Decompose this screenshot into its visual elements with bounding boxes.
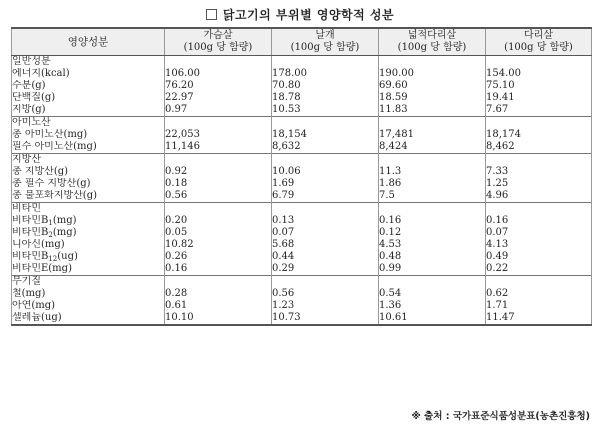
category-row	[12, 117, 592, 130]
nutrient-label-text: 비타민B	[12, 251, 49, 262]
nutrient-label	[12, 104, 165, 117]
nutrient-label-text: 총 아미노산(mg)	[12, 129, 88, 140]
value-cell: 7.67	[486, 104, 592, 117]
nutrient-label	[12, 215, 165, 227]
nutrient-label	[12, 227, 165, 239]
value-cell: 75.10	[486, 80, 592, 92]
value-cell: 10.10	[165, 312, 272, 325]
nutrient-label	[12, 178, 165, 190]
category-label: 일반성분	[12, 56, 165, 69]
nutrient-label-text: 철(mg)	[12, 288, 46, 299]
value-cell: 0.07	[486, 227, 592, 239]
value-cell: 0.99	[379, 263, 486, 276]
nutrient-label	[12, 190, 165, 203]
value-cell: 10.53	[272, 104, 379, 117]
category-row	[12, 154, 592, 167]
value-cell: 4.13	[486, 239, 592, 251]
value-cell: 1.86	[379, 178, 486, 190]
header-breast-name: 가슴살	[203, 30, 233, 41]
nutrient-unit: (mg)	[52, 215, 77, 226]
empty-cell	[379, 117, 486, 130]
table-row	[12, 263, 592, 276]
header-leg-unit: (100g 당 함량)	[504, 42, 573, 53]
value-cell: 7.33	[486, 166, 592, 178]
value-cell: 0.54	[379, 288, 486, 300]
value-cell: 10.06	[272, 166, 379, 178]
value-cell: 8,462	[486, 141, 592, 154]
nutrient-label	[12, 263, 165, 276]
header-leg	[486, 28, 592, 56]
nutrient-label-text: 지방(g)	[12, 104, 46, 115]
table-row	[12, 141, 592, 154]
value-cell: 18.78	[272, 92, 379, 104]
value-cell: 10.82	[165, 239, 272, 251]
nutrient-subscript: 1	[48, 219, 53, 227]
table-row	[12, 300, 592, 312]
empty-cell	[272, 203, 379, 216]
nutrient-label	[12, 141, 165, 154]
value-cell: 0.49	[486, 251, 592, 263]
value-cell: 0.44	[272, 251, 379, 263]
value-cell: 76.20	[165, 80, 272, 92]
nutrient-label	[12, 288, 165, 300]
nutrient-subscript: 2	[48, 231, 53, 239]
value-cell: 0.48	[379, 251, 486, 263]
header-thigh-unit: (100g 당 함량)	[397, 42, 467, 53]
nutrient-label-text: 단백질(g)	[12, 92, 56, 103]
table-body	[12, 56, 592, 326]
table-row	[12, 104, 592, 117]
value-cell: 0.29	[272, 263, 379, 276]
header-breast	[165, 28, 272, 56]
category-label: 지방산	[12, 154, 165, 167]
nutrient-unit: (ug)	[57, 251, 78, 262]
value-cell: 0.56	[272, 288, 379, 300]
value-cell: 0.18	[165, 178, 272, 190]
nutrient-label	[12, 239, 165, 251]
value-cell: 0.12	[379, 227, 486, 239]
value-cell: 70.80	[272, 80, 379, 92]
value-cell: 22,053	[165, 129, 272, 141]
value-cell: 10.61	[379, 312, 486, 325]
value-cell: 1.71	[486, 300, 592, 312]
nutrient-label-text: 에너지(kcal)	[12, 68, 70, 79]
table-row	[12, 80, 592, 92]
table-row	[12, 215, 592, 227]
value-cell: 0.22	[486, 263, 592, 276]
value-cell: 11,146	[165, 141, 272, 154]
checkbox-square-icon	[206, 9, 217, 20]
table-header-row	[12, 28, 592, 56]
empty-cell	[486, 203, 592, 216]
nutrient-label	[12, 68, 165, 80]
empty-cell	[165, 154, 272, 167]
value-cell: 69.60	[379, 80, 486, 92]
value-cell: 11.83	[379, 104, 486, 117]
value-cell: 0.16	[379, 215, 486, 227]
nutrient-label-text: 총 불포화지방산(g)	[12, 190, 98, 201]
page-title-text: 닭고기의 부위별 영양학적 성분	[222, 8, 395, 22]
value-cell: 106.00	[165, 68, 272, 80]
category-label: 무기질	[12, 276, 165, 289]
table-row	[12, 92, 592, 104]
value-cell: 8,632	[272, 141, 379, 154]
value-cell: 0.16	[486, 215, 592, 227]
value-cell: 0.20	[165, 215, 272, 227]
empty-cell	[165, 56, 272, 69]
value-cell: 1.36	[379, 300, 486, 312]
value-cell: 0.26	[165, 251, 272, 263]
category-row	[12, 276, 592, 289]
nutrient-label	[12, 300, 165, 312]
header-wing-name: 날개	[315, 30, 335, 41]
value-cell: 8,424	[379, 141, 486, 154]
value-cell: 18.59	[379, 92, 486, 104]
nutrient-label	[12, 166, 165, 178]
value-cell: 1.23	[272, 300, 379, 312]
empty-cell	[272, 56, 379, 69]
value-cell: 17,481	[379, 129, 486, 141]
nutrient-label	[12, 80, 165, 92]
table-row	[12, 227, 592, 239]
value-cell: 0.61	[165, 300, 272, 312]
value-cell: 0.16	[165, 263, 272, 276]
nutrient-label-text: 총 필수 지방산(g)	[12, 178, 91, 189]
nutrient-label	[12, 251, 165, 263]
nutrient-label-text: 총 지방산(g)	[12, 166, 69, 177]
table-row	[12, 190, 592, 203]
empty-cell	[272, 276, 379, 289]
value-cell: 0.05	[165, 227, 272, 239]
table-row	[12, 251, 592, 263]
value-cell: 4.53	[379, 239, 486, 251]
value-cell: 4.96	[486, 190, 592, 203]
table-row	[12, 239, 592, 251]
table-row	[12, 178, 592, 190]
value-cell: 1.25	[486, 178, 592, 190]
empty-cell	[379, 56, 486, 69]
value-cell: 0.13	[272, 215, 379, 227]
nutrient-label-text: 필수 아미노산(mg)	[12, 141, 97, 152]
nutrient-label	[12, 312, 165, 325]
nutrient-unit: (mg)	[52, 227, 77, 238]
header-wing-unit: (100g 당 함량)	[290, 42, 360, 53]
value-cell: 18,174	[486, 129, 592, 141]
empty-cell	[486, 276, 592, 289]
table-row	[12, 129, 592, 141]
value-cell: 190.00	[379, 68, 486, 80]
table-row	[12, 68, 592, 80]
source-note: ※ 출처 : 국가표준식품성분표(농촌진흥청)	[411, 411, 590, 422]
empty-cell	[379, 154, 486, 167]
empty-cell	[272, 154, 379, 167]
header-thigh-name: 넓적다리살	[407, 30, 457, 41]
nutrient-label	[12, 92, 165, 104]
empty-cell	[165, 276, 272, 289]
value-cell: 7.5	[379, 190, 486, 203]
nutrient-label-text: 수분(g)	[12, 80, 46, 91]
value-cell: 22.97	[165, 92, 272, 104]
value-cell: 5.68	[272, 239, 379, 251]
value-cell: 0.62	[486, 288, 592, 300]
value-cell: 18,154	[272, 129, 379, 141]
empty-cell	[486, 117, 592, 130]
value-cell: 178.00	[272, 68, 379, 80]
value-cell: 0.07	[272, 227, 379, 239]
empty-cell	[486, 56, 592, 69]
value-cell: 10.73	[272, 312, 379, 325]
empty-cell	[165, 117, 272, 130]
category-row	[12, 203, 592, 216]
category-label: 비타민	[12, 203, 165, 216]
nutrient-label-text: 셀레늄(ug)	[12, 312, 62, 323]
value-cell: 0.97	[165, 104, 272, 117]
value-cell: 11.3	[379, 166, 486, 178]
value-cell: 1.69	[272, 178, 379, 190]
value-cell: 6.79	[272, 190, 379, 203]
header-nutrient: 영양성분	[12, 28, 165, 56]
empty-cell	[165, 203, 272, 216]
value-cell: 19.41	[486, 92, 592, 104]
category-label: 아미노산	[12, 117, 165, 130]
nutrient-label-text: 아연(mg)	[12, 300, 56, 311]
empty-cell	[272, 117, 379, 130]
header-thigh	[379, 28, 486, 56]
header-leg-name: 다리살	[524, 30, 553, 41]
nutrient-label-text: 비타민E(mg)	[12, 263, 72, 274]
header-wing	[272, 28, 379, 56]
value-cell: 154.00	[486, 68, 592, 80]
nutrient-label	[12, 129, 165, 141]
value-cell: 0.56	[165, 190, 272, 203]
empty-cell	[379, 203, 486, 216]
table-row	[12, 288, 592, 300]
empty-cell	[379, 276, 486, 289]
table-row	[12, 166, 592, 178]
nutrient-label-text: 비타민B	[12, 227, 49, 238]
nutrient-label-text: 비타민B	[12, 215, 49, 226]
table-row	[12, 312, 592, 325]
empty-cell	[486, 154, 592, 167]
value-cell: 11.47	[486, 312, 592, 325]
page-title	[0, 6, 600, 23]
nutrient-label-text: 니아신(mg)	[12, 239, 65, 250]
value-cell: 0.92	[165, 166, 272, 178]
nutrition-table	[11, 27, 592, 326]
value-cell: 0.28	[165, 288, 272, 300]
category-row	[12, 56, 592, 69]
nutrient-subscript: 12	[48, 255, 58, 263]
header-breast-unit: (100g 당 함량)	[183, 42, 253, 53]
